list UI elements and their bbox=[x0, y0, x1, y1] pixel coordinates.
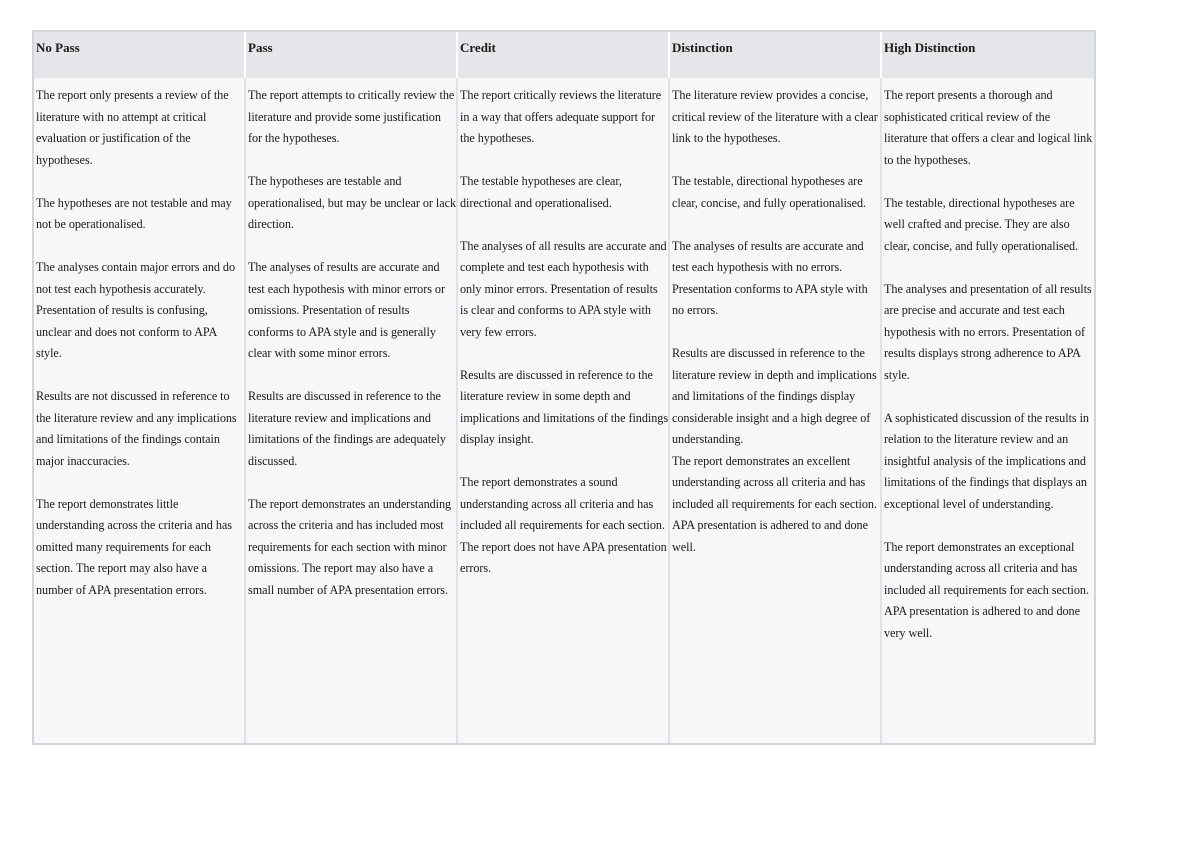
cell-pass bbox=[246, 78, 458, 743]
overall-text: The report demonstrates an understanding across the criteria and has included most requirements for each section with minor omissions. The report may also have a small number of APA presentation errors. bbox=[248, 496, 452, 597]
discussion-text: Results are discussed in reference to the literature review and implications and limitations of the findings are adequately discussed. bbox=[248, 389, 446, 468]
header-credit: Credit bbox=[458, 32, 670, 78]
analyses-text: The analyses of results are accurate and test each hypothesis with no errors. Presentation conforms to APA style with no errors. bbox=[672, 238, 868, 317]
literature-review-text: The report only presents a review of the literature with no attempt at critical evaluation or justification of the hypotheses. bbox=[36, 88, 229, 167]
analyses-text: The analyses of results are accurate and test each hypothesis with minor errors or omissions. Presentation of results conforms to APA style and is generally clear with some minor errors. bbox=[248, 260, 445, 360]
header-distinction: Distinction bbox=[670, 32, 882, 78]
cell-high-distinction bbox=[882, 78, 1094, 743]
cell-no-pass bbox=[34, 78, 246, 743]
header-no-pass: No Pass bbox=[34, 32, 246, 78]
discussion-text: Results are not discussed in reference to the literature review and any implications and limitations of the findings contain major inaccuracies. bbox=[36, 389, 237, 468]
analyses-text: The analyses and presentation of all results are precise and accurate and test each hypothesis with no errors. Presentation of results displays strong adherence to APA style. bbox=[884, 281, 1092, 382]
analyses-text: The analyses contain major errors and do not test each hypothesis accurately. Presentation of results is confusing, unclear and does not conform to APA style. bbox=[36, 260, 236, 360]
literature-review-text: The report presents a thorough and sophisticated critical review of the literature that offers a clear and logical link to the hypotheses. bbox=[884, 88, 1093, 167]
literature-review-text: The literature review provides a concise, critical review of the literature with a clear link to the hypotheses. bbox=[672, 88, 878, 145]
overall-text: The report demonstrates a sound understanding across all criteria and has included all requirements for each section. The report does not have APA presentation errors. bbox=[460, 475, 667, 575]
hypotheses-text: The testable, directional hypotheses are well crafted and precise. They are also clear, concise, and fully operationalised. bbox=[884, 195, 1079, 253]
overall-text: The report demonstrates an excellent understanding across all criteria and has included all requirements for each section. APA presentation is adhered to and done well. bbox=[672, 453, 877, 554]
analyses-text: The analyses of all results are accurate and complete and test each hypothesis with only minor errors. Presentation of results is clear and conforms to APA style with very few errors. bbox=[460, 238, 667, 339]
hypotheses-text: The testable hypotheses are clear, directional and operationalised. bbox=[460, 174, 622, 210]
cell-credit bbox=[458, 78, 670, 743]
criteria-row bbox=[34, 78, 1094, 743]
header-pass: Pass bbox=[246, 32, 458, 78]
header-row bbox=[34, 32, 1094, 78]
cell-distinction bbox=[670, 78, 882, 743]
hypotheses-text: The testable, directional hypotheses are clear, concise, and fully operationalised. bbox=[672, 174, 867, 210]
overall-text: The report demonstrates little understanding across the criteria and has omitted many requirements for each section. The report may also have a number of APA presentation errors. bbox=[36, 496, 232, 597]
overall-text: The report demonstrates an exceptional understanding across all criteria and has included all requirements for each section. APA presentation is adhered to and done very well. bbox=[884, 539, 1089, 640]
literature-review-text: The report critically reviews the literature in a way that offers adequate support for the hypotheses. bbox=[460, 88, 662, 145]
discussion-text: A sophisticated discussion of the results in relation to the literature review and an insightful analysis of the implications and limitations of the findings that displays an exceptional level of understanding. bbox=[884, 410, 1089, 511]
header-high-distinction: High Distinction bbox=[884, 40, 976, 55]
hypotheses-text: The hypotheses are not testable and may not be operationalised. bbox=[36, 195, 232, 231]
hypotheses-text: The hypotheses are testable and operationalised, but may be unclear or lack direction. bbox=[248, 174, 457, 231]
rubric-table bbox=[32, 30, 1096, 745]
literature-review-text: The report attempts to critically review the literature and provide some justification for the hypotheses. bbox=[248, 88, 455, 145]
discussion-text: Results are discussed in reference to the literature review in depth and implications and limitations of the findings display considerable insight and a high degree of understanding. bbox=[672, 346, 877, 446]
discussion-text: Results are discussed in reference to the literature review in some depth and implications and limitations of the findings display insight. bbox=[460, 367, 669, 446]
